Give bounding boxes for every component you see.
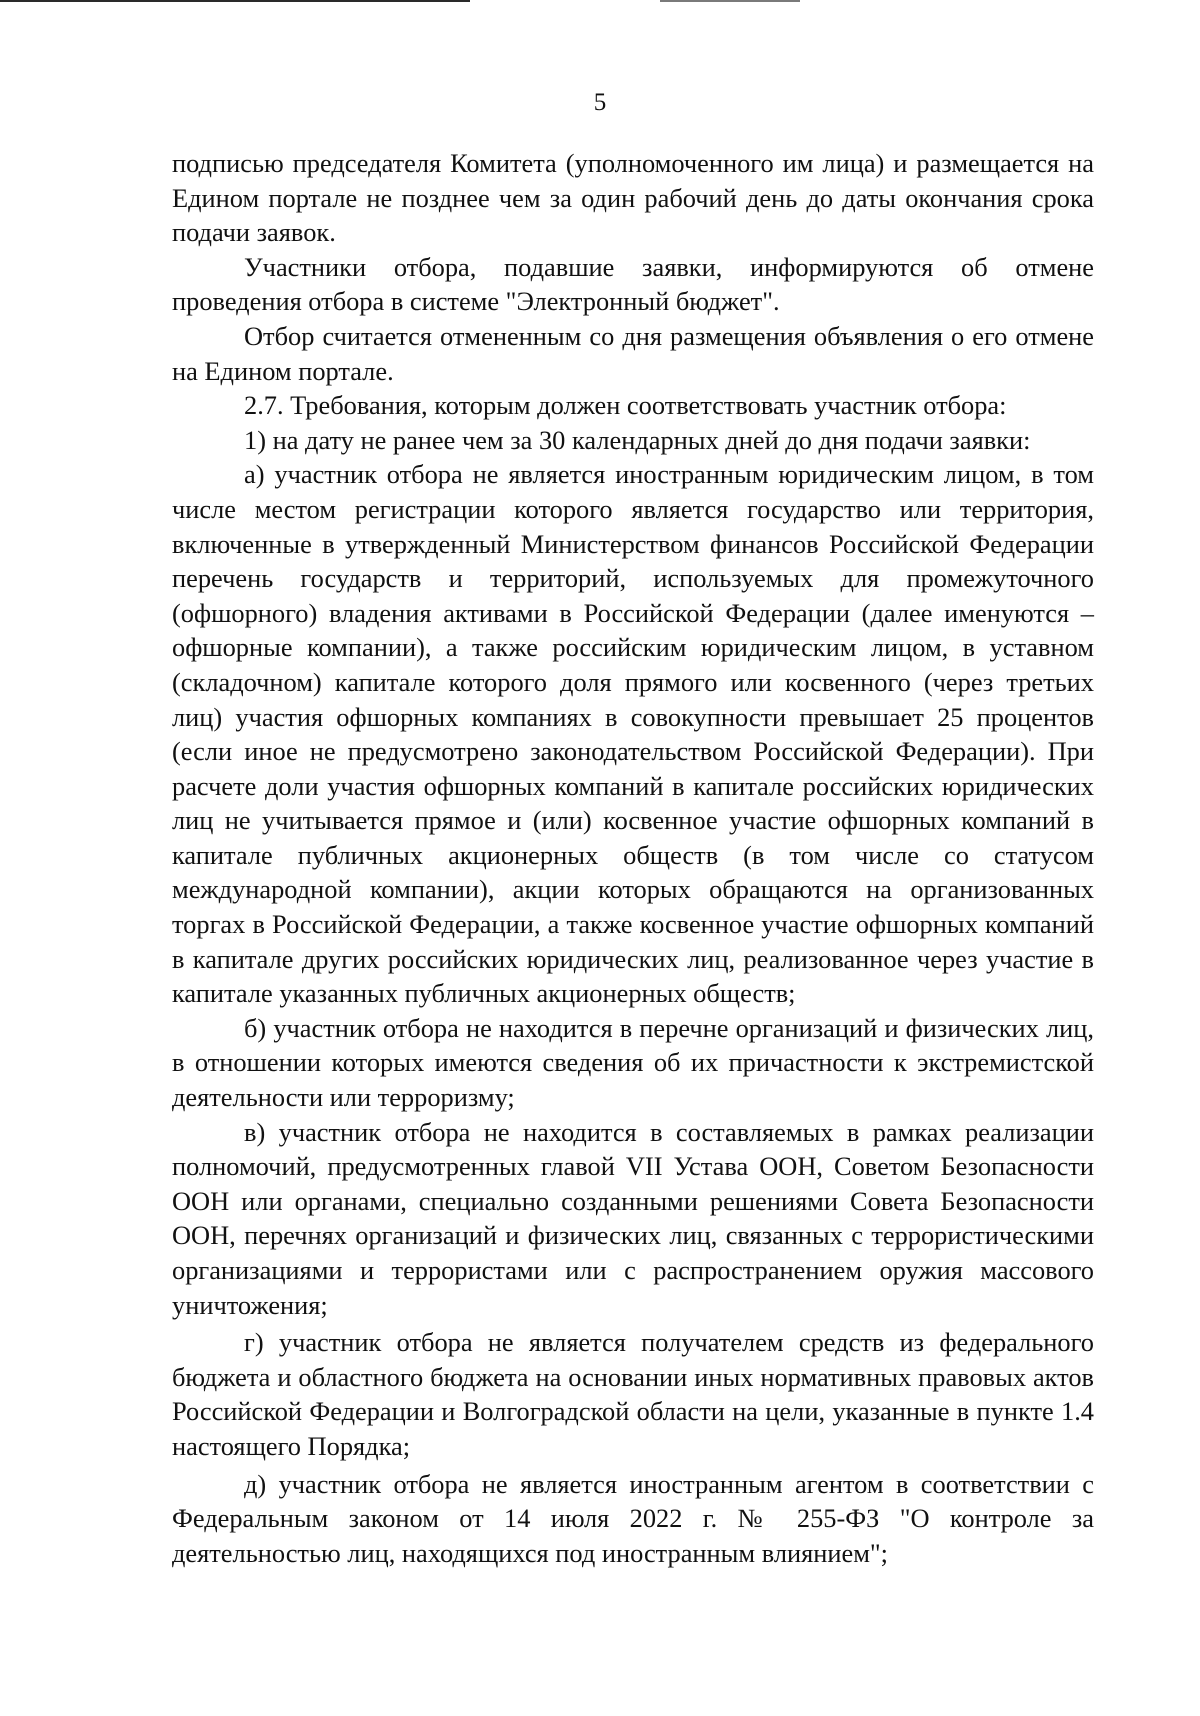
paragraph: г) участник отбора не является получателем средств из федерального бюджета и областного бюджета на основании иных нормативных правовых актов Российской Федерации и Волгоградской области на цели, указанные в пункте 1.4 настоящего Порядка; [172,1327,1094,1461]
page-number: 5 [593,89,607,116]
paragraph: 2.7. Требования, которым должен соответствовать участник отбора: [244,390,1007,421]
paragraph: подписью председателя Комитета (уполномоченного им лица) и размещается на Едином портале не позднее чем за один рабочий день до даты окончания срока подачи заявок. [172,148,1094,248]
paragraph: б) участник отбора не находится в перечне организаций и физических лиц, в отношении которых имеются сведения об их причастности к экстремистской деятельности или терроризму; [172,1012,1094,1113]
paragraph: Участники отбора, подавшие заявки, информируются об отмене проведения отбора в системе "Электронный бюджет". [172,251,1094,317]
document-body [172,146,1094,1570]
paragraph: 1) на дату не ранее чем за 30 календарных дней до дня подачи заявки: [244,424,1031,455]
scan-edge-line [660,0,800,2]
paragraph: д) участник отбора не является иностранным агентом в соответствии с Федеральным законом от 14 июля 2022 г. № 255-ФЗ "О контроле за деятельностью лиц, находящихся под иностранным влиянием"; [172,1468,1094,1568]
paragraph: а) участник отбора не является иностранным юридическим лицом, в том числе местом регистрации которого является государство или территория, включенные в утвержденный Министерством финансов Российской Федерации перечень государств и территорий, используемых для промежуточного (офшорного) владения активами в Российской Федерации (далее именуются – офшорные компании), а также российским юридическим лицом, в уставном (складочном) капитале которого доля прямого или косвенного (через третьих лиц) участия офшорных компаниях в совокупности превышает 25 процентов (если иное не предусмотрено законодательством Российской Федерации). При расчете доли участия офшорных компаний в капитале российских юридических лиц не учитывается прямое и (или) косвенное участие офшорных компаний в капитале публичных акционерных обществ (в том числе со статусом международной компании), акции которых обращаются на организованных торгах в Российской Федерации, а также косвенное участие офшорных компаний в капитале других российских юридических лиц, реализованное через участие в капитале указанных публичных акционерных обществ; [172,459,1094,1009]
paragraph: Отбор считается отмененным со дня размещения объявления о его отмене на Едином портале. [172,320,1094,386]
scan-edge-line [0,0,470,2]
paragraph: в) участник отбора не находится в составляемых в рамках реализации полномочий, предусмотренных главой VII Устава ООН, Советом Безопасности ООН или органами, специально созданными решениями Совета Безопасности ООН, перечнях организаций и физических лиц, связанных с террористическими организациями и террористами или с распространением оружия массового уничтожения; [172,1116,1094,1320]
